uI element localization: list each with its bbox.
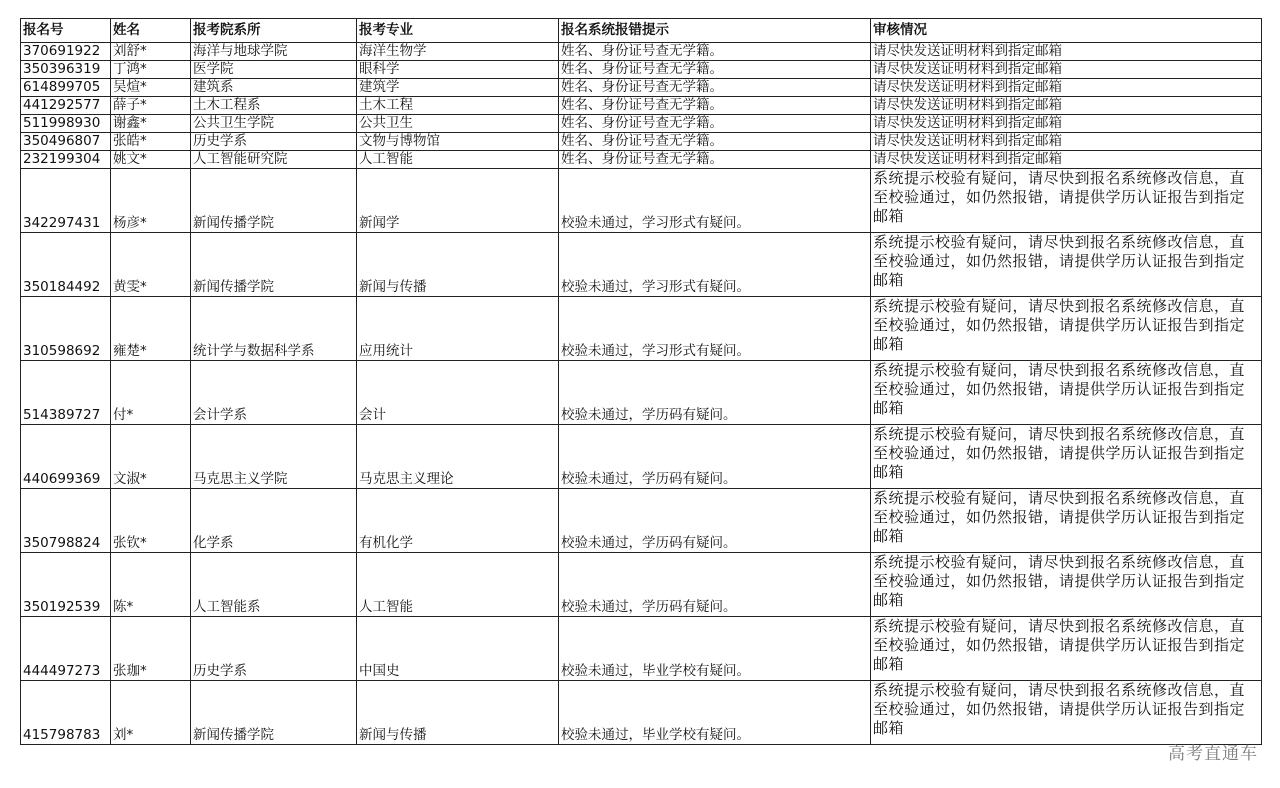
cell-major: 中国史 — [357, 617, 559, 681]
cell-dept: 建筑系 — [191, 79, 357, 97]
spreadsheet — [20, 18, 1261, 745]
cell-error: 姓名、身份证号查无学籍。 — [559, 97, 871, 115]
table-row — [21, 133, 1262, 151]
header-cell-error: 报名系统报错提示 — [559, 19, 871, 43]
table-row — [21, 681, 1262, 745]
table-row — [21, 233, 1262, 297]
cell-major: 眼科学 — [357, 61, 559, 79]
cell-major: 建筑学 — [357, 79, 559, 97]
header-cell-major: 报考专业 — [357, 19, 559, 43]
header-cell-dept: 报考院系所 — [191, 19, 357, 43]
cell-id: 614899705 — [21, 79, 111, 97]
cell-error: 校验未通过，学历码有疑问。 — [559, 553, 871, 617]
cell-id: 350396319 — [21, 61, 111, 79]
cell-id: 441292577 — [21, 97, 111, 115]
cell-major: 公共卫生 — [357, 115, 559, 133]
cell-major: 新闻学 — [357, 169, 559, 233]
cell-id: 440699369 — [21, 425, 111, 489]
cell-name: 刘* — [111, 681, 191, 745]
cell-name: 吴煊* — [111, 79, 191, 97]
cell-name: 张皓* — [111, 133, 191, 151]
cell-name: 杨彦* — [111, 169, 191, 233]
table-row — [21, 79, 1262, 97]
cell-review: 请尽快发送证明材料到指定邮箱 — [871, 151, 1262, 169]
cell-id: 511998930 — [21, 115, 111, 133]
cell-review: 请尽快发送证明材料到指定邮箱 — [871, 43, 1262, 61]
cell-major: 新闻与传播 — [357, 681, 559, 745]
cell-id: 444497273 — [21, 617, 111, 681]
cell-id: 350192539 — [21, 553, 111, 617]
table-row — [21, 553, 1262, 617]
cell-major: 马克思主义理论 — [357, 425, 559, 489]
cell-id: 370691922 — [21, 43, 111, 61]
cell-dept: 新闻传播学院 — [191, 169, 357, 233]
cell-review: 系统提示校验有疑问，请尽快到报名系统修改信息，直至校验通过，如仍然报错，请提供学历认证报告到指定邮箱 — [871, 233, 1262, 297]
cell-major: 土木工程 — [357, 97, 559, 115]
cell-review: 请尽快发送证明材料到指定邮箱 — [871, 133, 1262, 151]
cell-major: 会计 — [357, 361, 559, 425]
table-row — [21, 97, 1262, 115]
cell-error: 姓名、身份证号查无学籍。 — [559, 61, 871, 79]
cell-dept: 历史学系 — [191, 617, 357, 681]
cell-name: 姚文* — [111, 151, 191, 169]
cell-dept: 土木工程系 — [191, 97, 357, 115]
cell-dept: 人工智能系 — [191, 553, 357, 617]
cell-review: 系统提示校验有疑问，请尽快到报名系统修改信息，直至校验通过，如仍然报错，请提供学历认证报告到指定邮箱 — [871, 425, 1262, 489]
cell-error: 姓名、身份证号查无学籍。 — [559, 43, 871, 61]
table-row — [21, 169, 1262, 233]
cell-error: 校验未通过，毕业学校有疑问。 — [559, 617, 871, 681]
cell-name: 雍楚* — [111, 297, 191, 361]
table-row — [21, 425, 1262, 489]
cell-id: 514389727 — [21, 361, 111, 425]
cell-error: 校验未通过，学习形式有疑问。 — [559, 169, 871, 233]
cell-name: 付* — [111, 361, 191, 425]
cell-dept: 公共卫生学院 — [191, 115, 357, 133]
table-row — [21, 297, 1262, 361]
review-table — [20, 18, 1262, 745]
cell-error: 校验未通过，学历码有疑问。 — [559, 425, 871, 489]
cell-major: 人工智能 — [357, 553, 559, 617]
table-row — [21, 43, 1262, 61]
cell-name: 陈* — [111, 553, 191, 617]
cell-dept: 新闻传播学院 — [191, 233, 357, 297]
cell-id: 350184492 — [21, 233, 111, 297]
table-row — [21, 617, 1262, 681]
cell-error: 姓名、身份证号查无学籍。 — [559, 151, 871, 169]
cell-review: 请尽快发送证明材料到指定邮箱 — [871, 97, 1262, 115]
table-body — [21, 43, 1262, 745]
cell-id: 232199304 — [21, 151, 111, 169]
cell-name: 薛子* — [111, 97, 191, 115]
header-cell-review: 审核情况 — [871, 19, 1262, 43]
table-row — [21, 115, 1262, 133]
cell-dept: 人工智能研究院 — [191, 151, 357, 169]
cell-error: 姓名、身份证号查无学籍。 — [559, 79, 871, 97]
cell-review: 系统提示校验有疑问，请尽快到报名系统修改信息，直至校验通过，如仍然报错，请提供学历认证报告到指定邮箱 — [871, 617, 1262, 681]
cell-id: 350798824 — [21, 489, 111, 553]
cell-dept: 会计学系 — [191, 361, 357, 425]
cell-name: 张钦* — [111, 489, 191, 553]
cell-major: 有机化学 — [357, 489, 559, 553]
table-row — [21, 489, 1262, 553]
cell-name: 黄雯* — [111, 233, 191, 297]
cell-dept: 化学系 — [191, 489, 357, 553]
table-row — [21, 361, 1262, 425]
cell-dept: 马克思主义学院 — [191, 425, 357, 489]
cell-dept: 新闻传播学院 — [191, 681, 357, 745]
cell-error: 校验未通过，学历码有疑问。 — [559, 361, 871, 425]
cell-review: 系统提示校验有疑问，请尽快到报名系统修改信息，直至校验通过，如仍然报错，请提供学历认证报告到指定邮箱 — [871, 297, 1262, 361]
cell-id: 342297431 — [21, 169, 111, 233]
cell-review: 请尽快发送证明材料到指定邮箱 — [871, 115, 1262, 133]
cell-major: 应用统计 — [357, 297, 559, 361]
cell-name: 丁鸿* — [111, 61, 191, 79]
cell-major: 海洋生物学 — [357, 43, 559, 61]
cell-name: 谢鑫* — [111, 115, 191, 133]
cell-id: 415798783 — [21, 681, 111, 745]
cell-review: 系统提示校验有疑问，请尽快到报名系统修改信息，直至校验通过，如仍然报错，请提供学历认证报告到指定邮箱 — [871, 681, 1262, 745]
cell-id: 310598692 — [21, 297, 111, 361]
cell-review: 系统提示校验有疑问，请尽快到报名系统修改信息，直至校验通过，如仍然报错，请提供学历认证报告到指定邮箱 — [871, 361, 1262, 425]
cell-dept: 统计学与数据科学系 — [191, 297, 357, 361]
cell-review: 请尽快发送证明材料到指定邮箱 — [871, 79, 1262, 97]
cell-dept: 海洋与地球学院 — [191, 43, 357, 61]
table-row — [21, 61, 1262, 79]
header-cell-name: 姓名 — [111, 19, 191, 43]
cell-dept: 医学院 — [191, 61, 357, 79]
watermark-text: 高考直通车 — [1168, 744, 1258, 764]
header-row — [21, 19, 1262, 43]
cell-review: 请尽快发送证明材料到指定邮箱 — [871, 61, 1262, 79]
cell-review: 系统提示校验有疑问，请尽快到报名系统修改信息，直至校验通过，如仍然报错，请提供学历认证报告到指定邮箱 — [871, 169, 1262, 233]
cell-name: 文淑* — [111, 425, 191, 489]
cell-major: 文物与博物馆 — [357, 133, 559, 151]
header-cell-id: 报名号 — [21, 19, 111, 43]
cell-error: 校验未通过，学历码有疑问。 — [559, 489, 871, 553]
cell-review: 系统提示校验有疑问，请尽快到报名系统修改信息，直至校验通过，如仍然报错，请提供学历认证报告到指定邮箱 — [871, 553, 1262, 617]
cell-major: 人工智能 — [357, 151, 559, 169]
cell-error: 校验未通过，毕业学校有疑问。 — [559, 681, 871, 745]
cell-error: 姓名、身份证号查无学籍。 — [559, 133, 871, 151]
cell-dept: 历史学系 — [191, 133, 357, 151]
cell-error: 校验未通过，学习形式有疑问。 — [559, 233, 871, 297]
cell-review: 系统提示校验有疑问，请尽快到报名系统修改信息，直至校验通过，如仍然报错，请提供学历认证报告到指定邮箱 — [871, 489, 1262, 553]
cell-name: 刘舒* — [111, 43, 191, 61]
cell-major: 新闻与传播 — [357, 233, 559, 297]
cell-error: 姓名、身份证号查无学籍。 — [559, 115, 871, 133]
cell-id: 350496807 — [21, 133, 111, 151]
cell-error: 校验未通过，学习形式有疑问。 — [559, 297, 871, 361]
cell-name: 张珈* — [111, 617, 191, 681]
table-row — [21, 151, 1262, 169]
